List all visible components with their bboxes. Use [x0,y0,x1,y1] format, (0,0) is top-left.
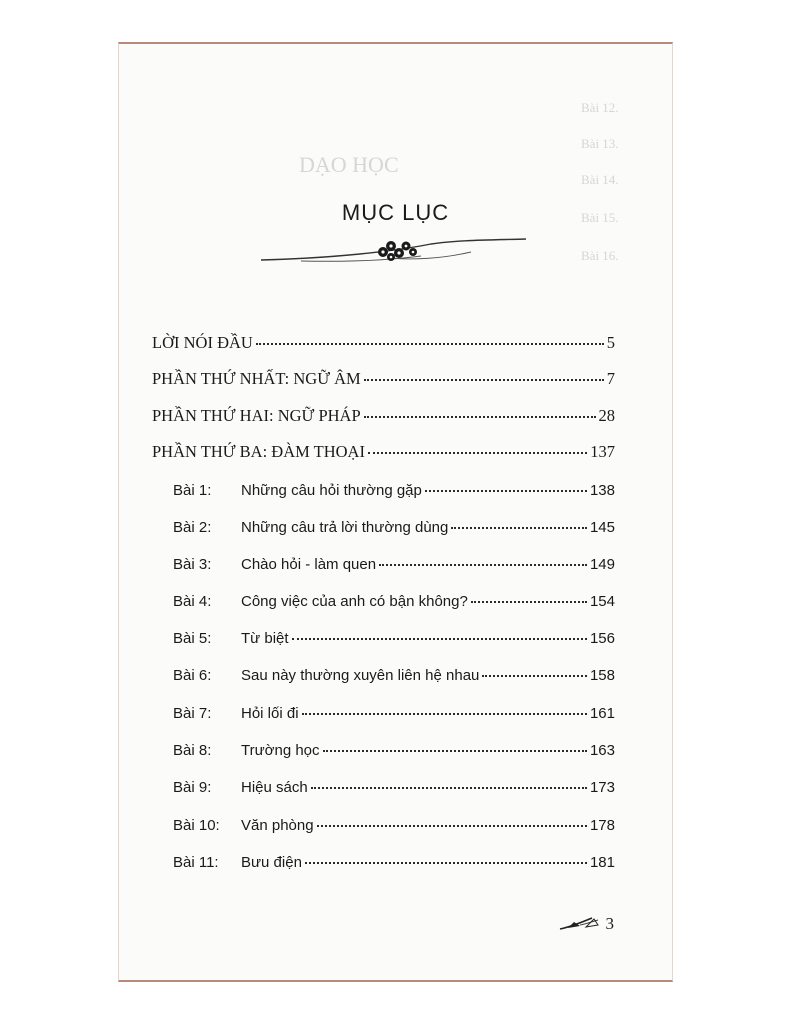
page-number-folio: 3 [605,914,614,933]
lesson-title: Hỏi lối đi [241,705,299,722]
toc-lesson-row [173,854,615,871]
bleed-through-text: Bài 14. [581,172,619,187]
lesson-title: Chào hỏi - làm quen [241,556,377,573]
lesson-number: Bài 2: [173,519,212,536]
page-number: 28 [598,406,615,425]
lesson-title: Trường học [241,742,320,759]
page-number: 149 [589,556,615,573]
page-number: 138 [589,482,615,499]
page-number: 163 [589,742,615,759]
page-number: 181 [589,854,615,871]
page-number: 154 [589,593,615,610]
dot-leader [482,675,587,677]
toc-section-row [152,442,615,462]
toc-lesson-row [173,705,615,722]
dot-leader [311,787,587,789]
toc-lesson-row [173,556,615,573]
bleed-through-text: Bài 16. [581,248,619,263]
toc-title: MỤC LỤC [341,200,450,225]
page-number: 137 [590,442,615,461]
lesson-title: Những câu hỏi thường gặp [241,482,422,499]
toc-lesson-row [173,667,615,684]
section-title: PHẦN THỨ NHẤT: NGỮ ÂM [152,369,361,388]
dot-leader [364,416,596,418]
section-title: PHẦN THỨ HAI: NGỮ PHÁP [152,406,361,425]
lesson-title: Văn phòng [241,817,314,834]
dot-leader [256,343,604,345]
toc-lesson-row [173,482,615,499]
lesson-title: Bưu điện [241,854,302,871]
quill-pen-icon [558,915,602,933]
lesson-title: Những câu trả lời thường dùng [241,519,449,536]
dot-leader [451,527,587,529]
page-number: 5 [606,333,615,352]
toc-lesson-row [173,742,615,759]
lesson-title: Hiệu sách [241,779,308,796]
lesson-number: Bài 9: [173,779,212,796]
page-number: 158 [589,667,615,684]
page-number: 7 [606,369,615,388]
lesson-title: Từ biệt [241,630,289,647]
section-title: PHẦN THỨ BA: ĐÀM THOẠI [152,442,365,461]
page-number: 161 [589,705,615,722]
dot-leader [323,750,587,752]
lesson-number: Bài 1: [173,482,212,499]
dot-leader [302,713,587,715]
page-number: 156 [589,630,615,647]
lesson-number: Bài 5: [173,630,212,647]
dot-leader [292,638,587,640]
lesson-title: Sau này thường xuyên liên hệ nhau [241,667,480,684]
dot-leader [471,601,587,603]
flourish-ornament-icon [241,230,541,270]
dot-leader [364,379,604,381]
lesson-number: Bài 4: [173,593,212,610]
toc-section-row [152,333,615,353]
toc-section-row [152,369,615,389]
lesson-number: Bài 3: [173,556,212,573]
toc-lesson-row [173,630,615,647]
dot-leader [317,825,587,827]
bleed-through-text: Bài 15. [581,210,619,225]
book-page [118,42,673,982]
lesson-number: Bài 10: [173,817,220,834]
toc-lesson-row [173,779,615,796]
page-number: 145 [589,519,615,536]
lesson-number: Bài 11: [173,854,219,871]
section-title: LỜI NÓI ĐẦU [152,333,253,352]
lesson-title: Công việc của anh có bận không? [241,593,468,610]
lesson-number: Bài 6: [173,667,212,684]
toc-lesson-row [173,817,615,834]
toc-section-row [152,406,615,426]
dot-leader [425,490,587,492]
dot-leader [305,862,587,864]
page-folio [558,914,615,934]
dot-leader [368,452,587,454]
bleed-through-text: Bài 13. [581,136,619,151]
lesson-number: Bài 7: [173,705,212,722]
dot-leader [379,564,587,566]
toc-lesson-row [173,519,615,536]
page-number: 173 [589,779,615,796]
toc-lesson-row [173,593,615,610]
lesson-number: Bài 8: [173,742,212,759]
bleed-through-text: DẠO HỌC [299,152,399,177]
bleed-through-text: Bài 12. [581,100,619,115]
page-number: 178 [589,817,615,834]
